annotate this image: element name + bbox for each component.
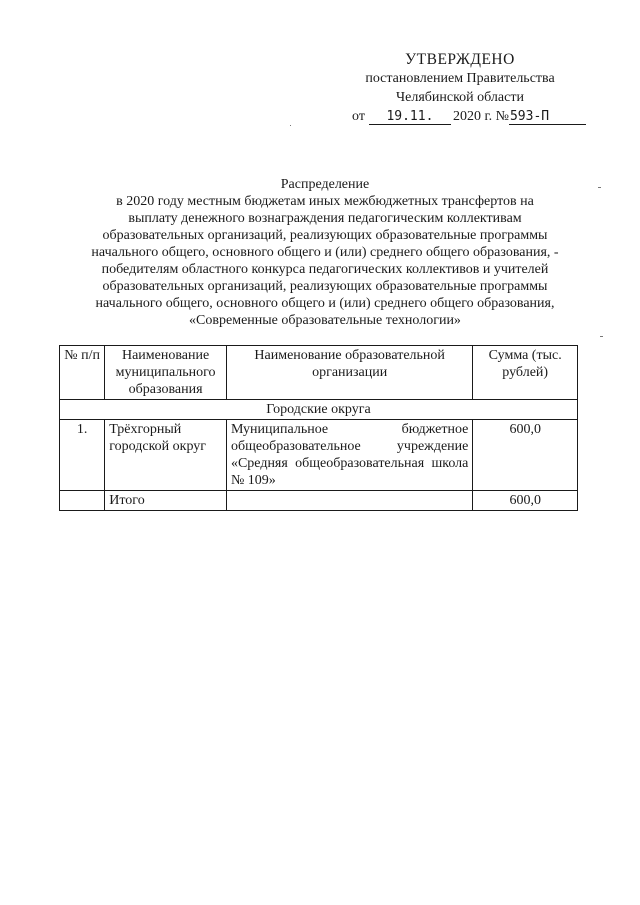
title-heading: Распределение: [280, 177, 370, 192]
table-header-row: [60, 346, 578, 400]
section-row: [60, 400, 578, 420]
total-org-cell: [226, 491, 472, 511]
section-label: Городские округа: [60, 400, 578, 420]
date-day-month: 19.11.: [369, 109, 451, 125]
scan-speck: [600, 336, 603, 337]
document-number: 593-П: [509, 109, 586, 125]
approval-line-2: Челябинской области: [396, 90, 524, 105]
title-line: начального общего, основного общего и (или) среднего общего образования, -: [91, 245, 559, 260]
row-organization: Муниципальное бюджетное общеобразовательное учреждение «Средняя общеобразовательная школа № 109»: [226, 420, 472, 491]
title-line: образовательных организаций, реализующих образовательные программы: [102, 279, 548, 294]
row-sum: 600,0: [473, 420, 578, 491]
approval-heading: УТВЕРЖДЕНО: [405, 51, 515, 68]
distribution-table: [59, 345, 578, 511]
approval-date-line: [340, 107, 580, 126]
title-line: победителям областного конкурса педагогических коллективов и учителей: [101, 262, 549, 277]
approval-stamp: [340, 50, 580, 126]
table-row: [60, 420, 578, 491]
date-year: 2020 г. №: [452, 109, 509, 124]
total-sum: 600,0: [473, 491, 578, 511]
total-row: [60, 491, 578, 511]
title-line: выплату денежного вознаграждения педагогическим коллективам: [128, 211, 522, 226]
total-num-cell: [60, 491, 105, 511]
header-organization: Наименование образовательной организации: [226, 346, 472, 400]
approval-line-1: постановлением Правительства: [365, 71, 555, 86]
header-sum: Сумма (тыс. рублей): [473, 346, 578, 400]
date-prefix: от: [352, 109, 365, 124]
scan-speck: [598, 187, 601, 188]
title-line: образовательных организаций, реализующих образовательные программы: [102, 228, 548, 243]
scan-speck: [290, 125, 291, 126]
title-line: начального общего, основного общего и (или) среднего общего образования,: [95, 296, 555, 311]
title-line: в 2020 году местным бюджетам иных межбюджетных трансфертов на: [116, 194, 534, 209]
title-line: «Современные образовательные технологии»: [189, 313, 461, 328]
row-municipality: Трёхгорный городской округ: [105, 420, 227, 491]
header-num: № п/п: [60, 346, 105, 400]
document-title: [70, 176, 580, 329]
header-municipality: Наименование муниципального образования: [105, 346, 227, 400]
total-label: Итого: [105, 491, 227, 511]
row-num: 1.: [60, 420, 105, 491]
